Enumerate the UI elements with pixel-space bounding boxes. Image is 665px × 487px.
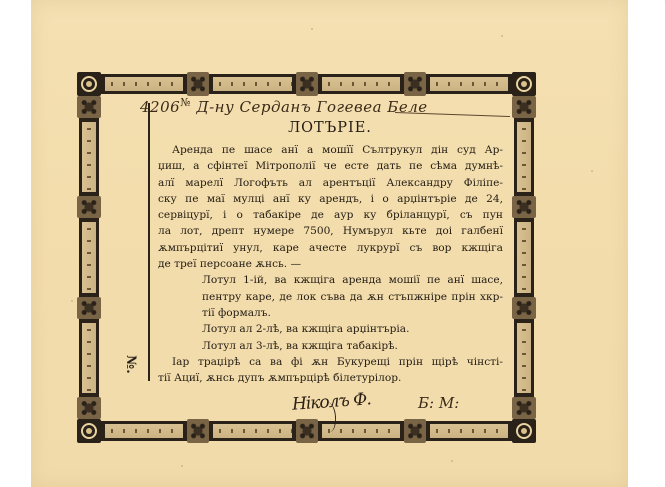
- flower-ornament-icon: [187, 72, 209, 96]
- body-line: ѫмпърцітиї унул, каре ачесте лукрурї съ вор кжщіга: [158, 241, 503, 254]
- prize-1-line: Лотул 1-ій, ва кжщіга аренда мошії пе анї шасе,: [202, 274, 503, 287]
- flower-ornament-icon: [512, 297, 536, 319]
- body-line: ла лот, дрепт нумере 7500, Нумърул кьте доі галбенї: [158, 225, 503, 238]
- border-panel: [514, 118, 534, 196]
- document-body: [158, 142, 503, 386]
- flower-ornament-icon: [77, 397, 101, 419]
- flower-ornament-icon: [77, 96, 101, 118]
- border-panel: [514, 319, 534, 397]
- border-left: [77, 96, 101, 419]
- handwritten-inscription: [140, 96, 428, 116]
- prize-1-line: пентру каре, де лок съва да ѫн стъпжніре прін хкр-: [202, 290, 503, 303]
- border-panel: [101, 74, 187, 94]
- border-panel: [209, 421, 295, 441]
- border-panel: [426, 74, 512, 94]
- corner-rosette-icon: [77, 72, 101, 96]
- flower-ornament-icon: [404, 72, 426, 96]
- flower-ornament-icon: [296, 419, 318, 443]
- border-panel: [426, 421, 512, 441]
- paper-speck: [451, 460, 453, 462]
- body-line: де треї персоане ѫнсь. —: [158, 258, 302, 271]
- signature-right: Б: М:: [418, 394, 460, 412]
- border-panel: [514, 218, 534, 296]
- paper-speck: [591, 170, 593, 172]
- corner-rosette-icon: [512, 72, 536, 96]
- flower-ornament-icon: [77, 297, 101, 319]
- prize-2-line: Лотул ал 2-лѣ, ва кжщіга арџінтъріа.: [202, 323, 410, 336]
- border-panel: [209, 74, 295, 94]
- flower-ornament-icon: [296, 72, 318, 96]
- corner-rosette-icon: [512, 419, 536, 443]
- handwritten-text: Д-ну Серданъ Гогевеа Беле: [196, 98, 428, 116]
- stub-separator-line: [148, 103, 150, 381]
- body-line: алї марелї Логофъть ал арентъції Александру Філіпе-: [158, 176, 503, 189]
- flower-ornament-icon: [512, 397, 536, 419]
- prize-3-line: Лотул ал 3-лѣ, ва кжщіга табакірѣ.: [202, 339, 398, 352]
- border-top: [77, 72, 536, 96]
- corner-rosette-icon: [77, 419, 101, 443]
- border-panel: [79, 118, 99, 196]
- ticket-number: 4206: [140, 98, 181, 116]
- paper-speck: [311, 28, 313, 30]
- body-line: Аренда пе шасе анї а мошїї Сълтрукул дін суд Ар-: [172, 144, 503, 156]
- body-line: ску пе маї мулці анї ку арендъ, і о арџінтъріе де 24,: [158, 192, 503, 205]
- flower-ornament-icon: [512, 96, 536, 118]
- flower-ornament-icon: [404, 419, 426, 443]
- border-right: [512, 96, 536, 419]
- body-line: џиш, а сфінтеї Мітрополії че есте дать пе сѣма думнѣ-: [158, 160, 503, 173]
- border-panel: [318, 74, 404, 94]
- document-title: ЛОТЪРIЕ.: [288, 120, 372, 136]
- paper-speck: [71, 300, 73, 302]
- border-panel: [79, 319, 99, 397]
- border-bottom: [77, 419, 536, 443]
- flower-ornament-icon: [187, 419, 209, 443]
- closing-line: тії Ациї, ѫнсь дупъ ѫмпърцірѣ білетурілор.: [158, 372, 402, 385]
- paper-speck: [501, 35, 503, 37]
- body-line: сервіцурї, і о табакіре де аур ку бріланцурї, съ пун: [158, 209, 503, 222]
- closing-line: Іар траџірѣ са ва фі ѫн Букурещі прін щірѣ чінсті-: [172, 355, 503, 368]
- side-numero-mark: №.: [122, 355, 138, 374]
- prize-1-line: тії формалъ.: [202, 306, 271, 319]
- signature-left: Ніколъ Ф.: [291, 389, 372, 415]
- paper-speck: [181, 465, 183, 467]
- flower-ornament-icon: [77, 196, 101, 218]
- flower-ornament-icon: [512, 196, 536, 218]
- border-panel: [101, 421, 187, 441]
- border-panel: [79, 218, 99, 296]
- numero-sign: №: [180, 96, 192, 109]
